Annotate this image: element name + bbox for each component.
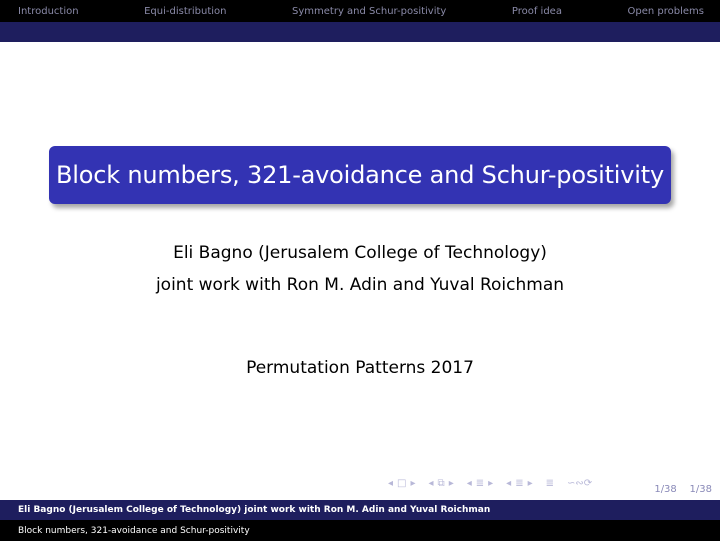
author-block — [0, 237, 720, 301]
section-icon[interactable]: ≣ — [475, 478, 485, 489]
beamer-navigation-symbols — [386, 478, 603, 489]
frame-nav — [386, 478, 418, 489]
subsubsection-next-icon[interactable]: ▸ — [527, 478, 533, 489]
footer-author-bar — [0, 500, 720, 520]
nav-item-equi-distribution[interactable]: Equi-distribution — [144, 5, 227, 17]
nav-subband — [0, 22, 720, 42]
section-prev-icon[interactable]: ◂ — [466, 478, 472, 489]
subsection-prev-icon[interactable]: ◂ — [428, 478, 434, 489]
subsection-next-icon[interactable]: ▸ — [448, 478, 454, 489]
author-line-2: joint work with Ron M. Adin and Yuval Roichman — [155, 275, 565, 295]
nav-item-open-problems[interactable]: Open problems — [627, 5, 704, 17]
subsubsection-prev-icon[interactable]: ◂ — [506, 478, 512, 489]
document-nav — [544, 478, 556, 489]
frame-icon[interactable]: □ — [397, 478, 407, 489]
subsection-icon[interactable]: ⧉ — [437, 478, 445, 489]
section-navigation — [0, 0, 720, 22]
footer-author: Eli Bagno (Jerusalem College of Technology) joint work with Ron M. Adin and Yuval Roichman — [18, 505, 491, 515]
page-total: 1/38 — [689, 484, 712, 495]
document-icon[interactable]: ≣ — [545, 478, 555, 489]
search-back-forward-icon[interactable]: ∽∾⟳ — [567, 478, 593, 489]
event-name: Permutation Patterns 2017 — [246, 358, 474, 378]
search-nav — [565, 478, 594, 489]
slide-title: Block numbers, 321-avoidance and Schur-positivity — [56, 161, 664, 189]
subsubsection-icon[interactable]: ≣ — [515, 478, 524, 489]
nav-item-introduction[interactable]: Introduction — [18, 5, 79, 17]
title-box — [49, 146, 671, 204]
subsubsection-nav — [504, 478, 534, 489]
nav-item-symmetry[interactable]: Symmetry and Schur-positivity — [292, 5, 447, 17]
subsection-nav — [427, 478, 456, 489]
footer-title: Block numbers, 321-avoidance and Schur-positivity — [18, 525, 250, 536]
frame-next-icon[interactable]: ▸ — [410, 478, 416, 489]
nav-item-proof-idea[interactable]: Proof idea — [511, 5, 562, 17]
page-number — [654, 484, 712, 495]
frame-prev-icon[interactable]: ◂ — [388, 478, 394, 489]
page-current: 1/38 — [654, 484, 677, 495]
footer-title-bar — [0, 520, 720, 541]
section-nav — [465, 478, 495, 489]
section-next-icon[interactable]: ▸ — [488, 478, 494, 489]
author-line-1: Eli Bagno (Jerusalem College of Technology) — [173, 243, 547, 263]
